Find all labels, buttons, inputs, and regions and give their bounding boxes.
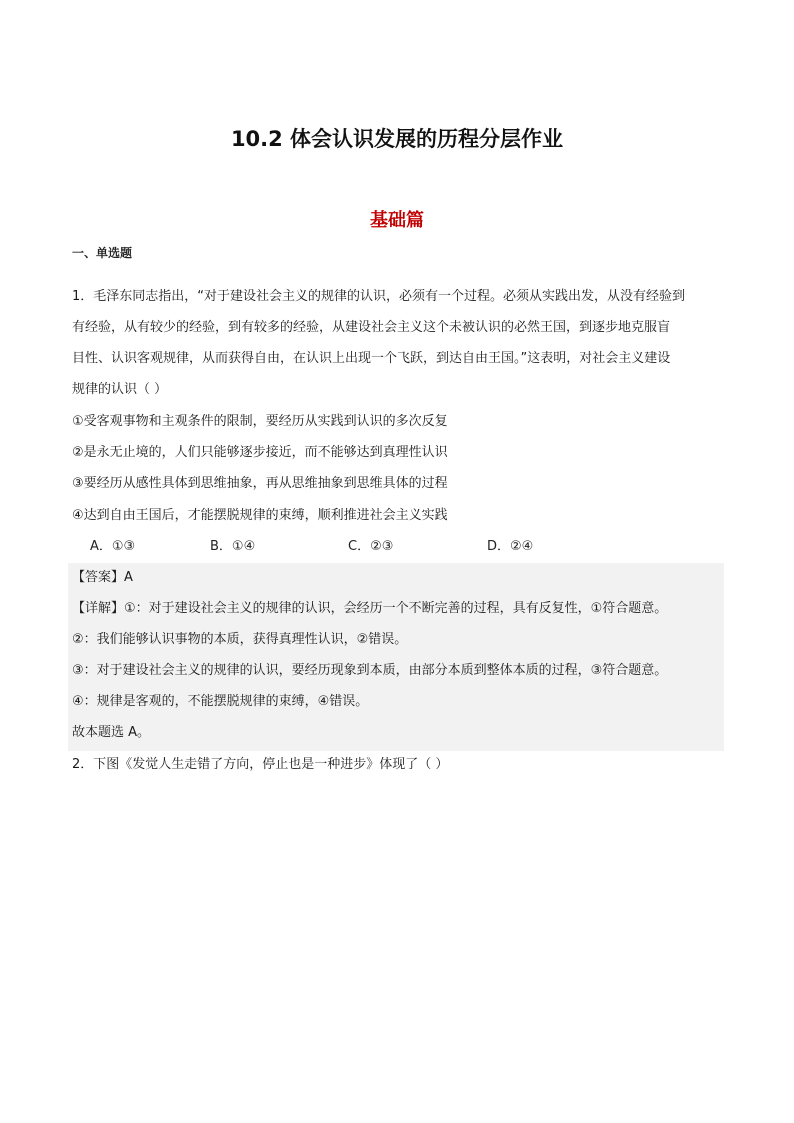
explanation-conclusion: 故本题选 A。	[72, 725, 151, 740]
option-c[interactable]: C．②③	[348, 539, 394, 554]
question2-stem: 2．下图《发觉人生走错了方向，停止也是一种进步》体现了（ ）	[72, 757, 449, 772]
answer-label: 【答案】A	[72, 570, 133, 585]
part-heading: 一、单选题	[72, 246, 133, 260]
statement-item: ②是永无止境的，人们只能够逐步接近，而不能够达到真理性认识	[72, 445, 448, 460]
option-d[interactable]: D．②④	[487, 539, 534, 554]
statement-item: ③要经历从感性具体到思维抽象，再从思维抽象到思维具体的过程	[72, 476, 448, 491]
page-title: 10.2 体会认识发展的历程分层作业	[230, 127, 564, 151]
explanation-line: ②：我们能够认识事物的本质，获得真理性认识，②错误。	[72, 632, 408, 647]
statement-item: ④达到自由王国后，才能摆脱规律的束缚，顺利推进社会主义实践	[72, 508, 448, 523]
option-a[interactable]: A．①③	[90, 539, 136, 554]
section-title: 基础篇	[370, 210, 424, 231]
question1-stem-line: 1．毛泽东同志指出，“对于建设社会主义的规律的认识，必须有一个过程。必须从实践出发，从没有经验到	[72, 289, 686, 304]
question1-stem-line: 有经验，从有较少的经验，到有较多的经验，从建设社会主义这个未被认识的必然王国，到逐步地克服盲	[72, 320, 671, 335]
answer-explanation-box	[68, 563, 724, 751]
statement-item: ①受客观事物和主观条件的限制，要经历从实践到认识的多次反复	[72, 414, 448, 429]
question1-stem-line: 规律的认识（ ）	[72, 382, 168, 397]
explanation-line: ③：对于建设社会主义的规律的认识，要经历现象到本质，由部分本质到整体本质的过程，③符合题意。	[72, 663, 668, 678]
explanation-line: ④：规律是客观的，不能摆脱规律的束缚，④错误。	[72, 694, 369, 709]
explanation-line: 【详解】①：对于建设社会主义的规律的认识，会经历一个不断完善的过程，具有反复性，①符合题意。	[72, 601, 668, 616]
question1-stem-line: 目性、认识客观规律，从而获得自由，在认识上出现一个飞跃，到达自由王国。”这表明，对社会主义建设	[72, 351, 671, 366]
option-b[interactable]: B．①④	[210, 539, 256, 554]
